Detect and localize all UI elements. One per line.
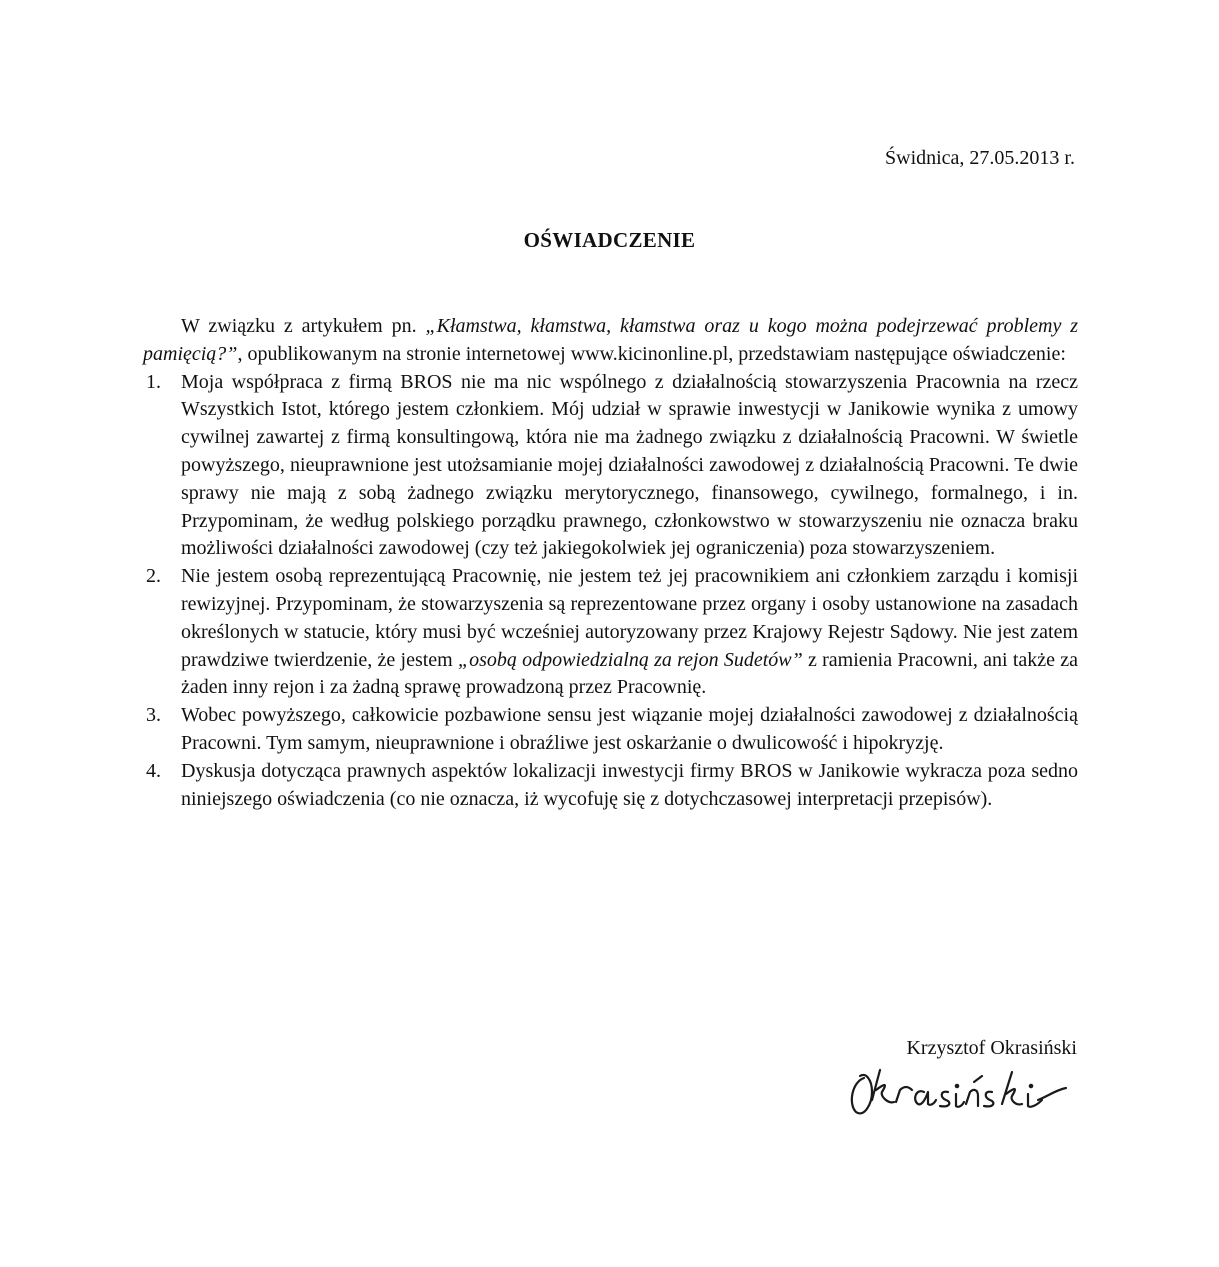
statement-points [143,369,1078,814]
place-date: Świdnica, 27.05.2013 r. [885,147,1075,169]
point-number: 3. [146,704,161,727]
point-4 [143,758,1078,814]
point-2 [143,563,1078,702]
point-text: Moja współpraca z firmą BROS nie ma nic wspólnego z działalnością stowarzyszenia Pracownia na rzecz Wszystkich Istot, którego jestem członkiem. Mój udział w sprawie inwestycji w Janikowie wynika z umowy cywilnej zawartej z firmą konsultingową, która nie ma żadnego związku z działalnością Pracowni. W świetle powyższego, nieuprawnione jest utożsamianie mojej działalności zawodowej z działalnością Pracowni. Te dwie sprawy nie mają z sobą żadnego związku merytorycznego, finansowego, cywilnego, formalnego, i in. Przypominam, że według polskiego porządku prawnego, członkowstwo w stowarzyszeniu nie oznacza braku możliwości działalności zawodowej (czy też jakiegokolwiek jej ograniczenia) poza stowarzyszeniem. [181,370,1078,560]
document-title: OŚWIADCZENIE [523,228,696,252]
point-number: 2. [146,565,161,588]
point-quote: „osobą odpowiedzialną za rejon Sudetów” [458,648,803,671]
intro-rest: , opublikowanym na stronie internetowej www.kicinonline.pl, przedstawiam następujące oświadczenie: [237,342,1066,365]
point-number: 4. [146,759,161,782]
document-body [143,313,1078,813]
intro-lead: W związku z artykułem pn. [181,315,426,337]
point-1 [143,369,1078,564]
point-number: 1. [146,370,161,393]
intro-paragraph [143,313,1078,369]
point-text: Wobec powyższego, całkowicie pozbawione sensu jest wiązanie mojej działalności zawodowej z działalnością Pracowni. Tym samym, nieuprawnione i obraźliwe jest oskarżanie o dwulicowość i hipokryzję. [181,704,1078,754]
point-text: Dyskusja dotycząca prawnych aspektów lokalizacji inwestycji firmy BROS w Janikowie wykracza poza sedno niniejszego oświadczenia (co nie oznacza, iż wycofuję się z dotychczasowej interpretacji przepisów). [181,759,1078,810]
point-text-after: z ramienia Pracowni, ani także za żaden inny rejon i za żadną sprawę prowadzoną przez Pracownię. [181,648,1079,699]
article-title: „Kłamstwa, kłamstwa, kłamstwa oraz u kogo można podejrzewać problemy z pamięcią?” [143,315,1078,365]
point-text-before: Nie jestem osobą reprezentującą Pracownię, nie jestem też jej pracownikiem ani członkiem zarządu i komisji rewizyjnej. Przypominam, że stowarzyszenia są reprezentowane przez organy i osoby ustanowione na zasadach określonych w statucie, który musi być wcześniej autoryzowany przez Krajowy Rejestr Sądowy. Nie jest zatem prawdziwe twierdzenie, że jestem [181,565,1078,671]
point-3 [143,702,1078,758]
signatory-name: Krzysztof Okrasiński [906,1037,1077,1059]
handwritten-signature [842,1060,1082,1130]
